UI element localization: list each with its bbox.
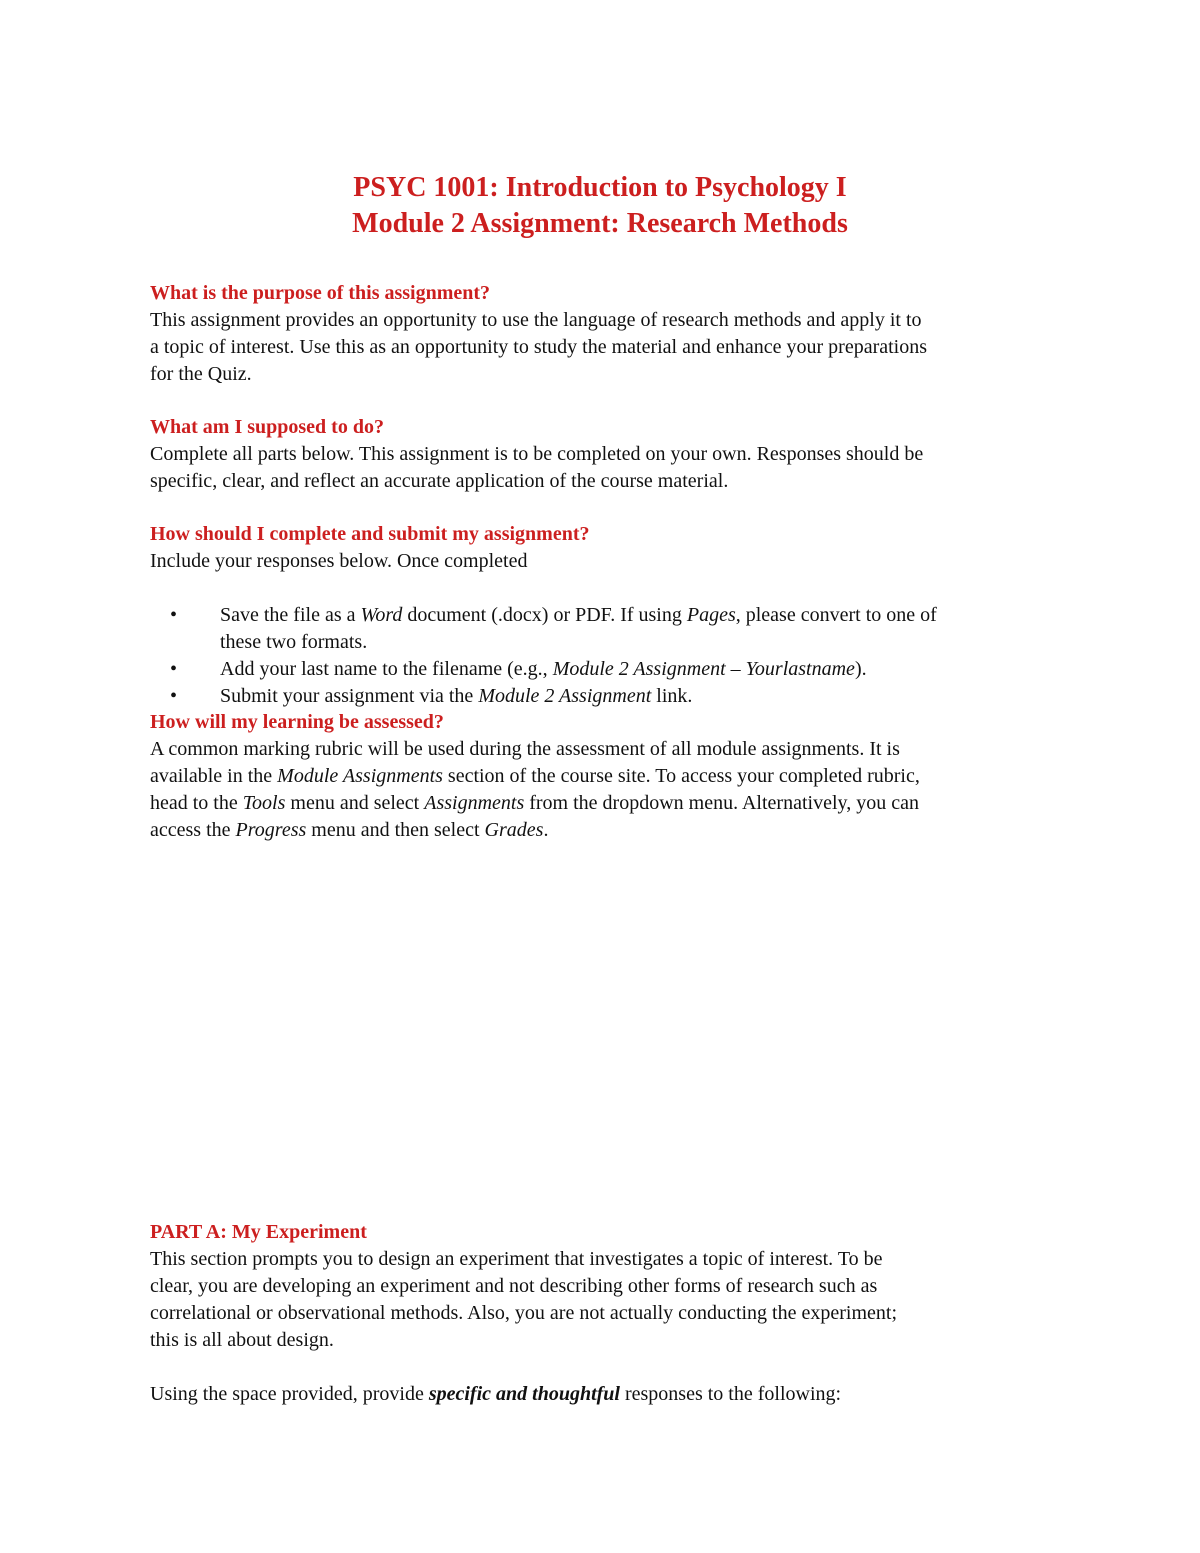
- todo-line: Complete all parts below. This assignment is to be completed on your own. Responses should be: [150, 443, 924, 465]
- bullet-icon: •: [170, 658, 178, 680]
- purpose-line: a topic of interest. Use this as an opportunity to study the material and enhance your preparations: [150, 336, 928, 358]
- part-a-heading: PART A: My Experiment: [150, 1221, 367, 1243]
- bullet-icon: •: [170, 685, 178, 707]
- document-title-line2: Module 2 Assignment: Research Methods: [352, 208, 848, 239]
- assessment-line: access the Progress menu and then select Grades.: [150, 819, 549, 841]
- part-a-line: clear, you are developing an experiment and not describing other forms of research such as: [150, 1275, 878, 1297]
- assessment-line: A common marking rubric will be used during the assessment of all module assignments. It is: [150, 738, 900, 760]
- submit-bullet-list: [150, 602, 1055, 710]
- todo-line: specific, clear, and reflect an accurate application of the course material.: [150, 470, 729, 492]
- assessment-body: [150, 736, 1055, 844]
- submit-heading: How should I complete and submit my assignment?: [150, 523, 590, 545]
- submit-intro: Include your responses below. Once completed: [150, 550, 528, 572]
- assessment-line: available in the Module Assignments section of the course site. To access your completed rubric,: [150, 765, 920, 787]
- assessment-heading: How will my learning be assessed?: [150, 711, 444, 733]
- list-item: • Add your last name to the filename (e.g., Module 2 Assignment – Yourlastname).: [150, 656, 1055, 683]
- purpose-body: [150, 307, 1055, 388]
- list-item: • Submit your assignment via the Module 2 Assignment link.: [150, 683, 1055, 710]
- part-a-body: [150, 1246, 1055, 1354]
- purpose-heading: What is the purpose of this assignment?: [150, 282, 491, 304]
- part-a-line: This section prompts you to design an experiment that investigates a topic of interest. To be: [150, 1248, 883, 1270]
- purpose-section: [150, 280, 1055, 388]
- document-title-line1: PSYC 1001: Introduction to Psychology I: [353, 172, 847, 203]
- purpose-line: for the Quiz.: [150, 363, 252, 385]
- emphasis-text: specific and thoughtful: [428, 1383, 620, 1405]
- todo-section: [150, 414, 1055, 495]
- list-item: • Save the file as a Word document (.docx) or PDF. If using Pages, please convert to one of these two formats.: [170, 604, 937, 653]
- purpose-line: This assignment provides an opportunity to use the language of research methods and apply it to: [150, 309, 922, 331]
- part-a-line: correlational or observational methods. Also, you are not actually conducting the experiment;: [150, 1302, 898, 1324]
- todo-body: [150, 441, 1055, 495]
- bullet-icon: •: [170, 604, 178, 626]
- assessment-section: [150, 709, 1055, 844]
- todo-heading: What am I supposed to do?: [150, 416, 384, 438]
- part-a-section: [150, 1219, 1055, 1354]
- part-a-instructions: Using the space provided, provide specific and thoughtful responses to the following:: [150, 1383, 842, 1405]
- part-a-line: this is all about design.: [150, 1329, 334, 1351]
- assessment-line: head to the Tools menu and select Assignments from the dropdown menu. Alternatively, you can: [150, 792, 919, 814]
- submit-section: [150, 521, 1055, 575]
